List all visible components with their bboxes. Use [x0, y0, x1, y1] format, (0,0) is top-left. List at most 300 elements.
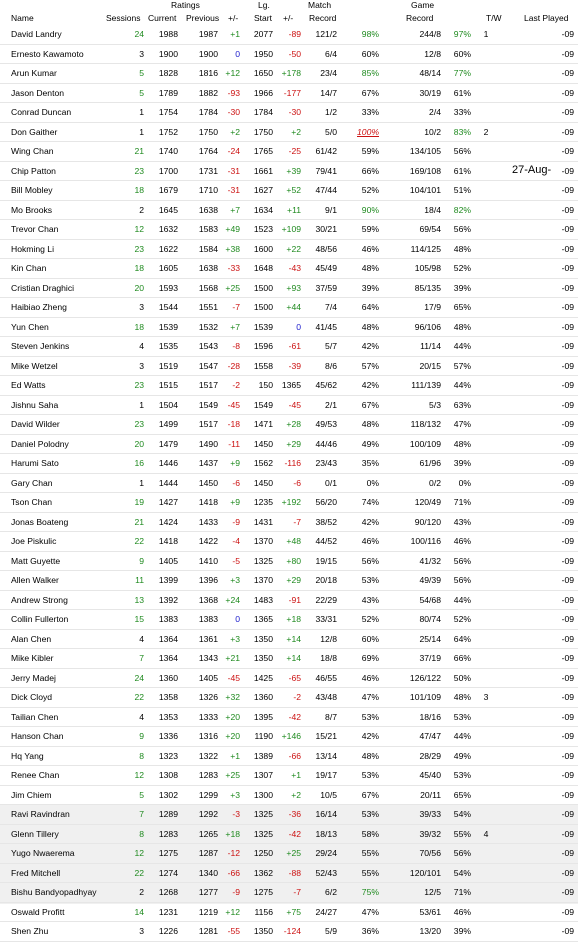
table-cell-current: 1605	[144, 259, 178, 279]
table-cell-game-pct: 55%	[441, 824, 471, 844]
table-cell-diff: +9	[218, 493, 240, 513]
table-cell-tw	[471, 512, 501, 532]
table-cell-last-played: -09	[501, 142, 578, 162]
table-cell-last-played: -09	[501, 83, 578, 103]
table-cell-diff: -4	[218, 532, 240, 552]
table-cell-last-played: -09	[501, 629, 578, 649]
table-cell-previous: 1547	[178, 356, 218, 376]
table-cell-match-pct: 53%	[337, 571, 379, 591]
table-cell-diff: +25	[218, 278, 240, 298]
table-cell-game-pct: 77%	[441, 64, 471, 84]
table-cell-name: Hokming Li	[0, 239, 112, 259]
table-cell-game-pct: 52%	[441, 610, 471, 630]
table-cell-game-pct: 39%	[441, 922, 471, 942]
table-cell-match-record: 19/17	[301, 766, 337, 786]
table-cell-current: 1789	[144, 83, 178, 103]
table-cell-last-played: -09	[501, 25, 578, 44]
table-cell-diff: +3	[218, 629, 240, 649]
col-start-header: Start	[254, 13, 272, 23]
col-current-header: Current	[148, 13, 177, 23]
table-cell-name: Ravi Ravindran	[0, 805, 112, 825]
table-row	[0, 629, 578, 649]
table-cell-previous: 1450	[178, 473, 218, 493]
table-cell-previous: 1583	[178, 220, 218, 240]
table-cell-current: 1752	[144, 122, 178, 142]
table-cell-last-played: -09	[501, 454, 578, 474]
table-cell-tw: 1	[471, 25, 501, 44]
table-row	[0, 668, 578, 688]
table-cell-game-record: 49/39	[379, 571, 441, 591]
table-cell-current: 1446	[144, 454, 178, 474]
table-cell-match-pct: 100%	[337, 122, 379, 142]
table-cell-start: 1389	[240, 746, 273, 766]
table-cell-last-played: -09	[501, 766, 578, 786]
table-cell-previous: 1517	[178, 415, 218, 435]
table-cell-last-played: -09	[501, 532, 578, 552]
table-cell-match-pct: 67%	[337, 395, 379, 415]
table-cell-sessions: 22	[112, 688, 144, 708]
table-cell-diff: +21	[218, 649, 240, 669]
table-cell-last-played: -09	[501, 376, 578, 396]
table-cell-previous: 1265	[178, 824, 218, 844]
table-cell-match-pct: 69%	[337, 649, 379, 669]
table-cell-current: 1645	[144, 200, 178, 220]
table-cell-match-record: 2/1	[301, 395, 337, 415]
table-cell-tw	[471, 551, 501, 571]
table-cell-match-record: 79/41	[301, 161, 337, 181]
table-cell-match-pct: 59%	[337, 220, 379, 240]
table-cell-current: 1754	[144, 103, 178, 123]
table-cell-name: Fred Mitchell	[0, 863, 112, 883]
table-cell-game-pct: 44%	[441, 376, 471, 396]
table-cell-match-record: 23/4	[301, 64, 337, 84]
table-row	[0, 142, 578, 162]
table-cell-current: 1275	[144, 844, 178, 864]
table-row	[0, 824, 578, 844]
table-cell-last-played: -09	[501, 922, 578, 942]
table-cell-last-played: -09	[501, 844, 578, 864]
table-cell-game-pct: 43%	[441, 512, 471, 532]
table-cell-last-played: -09	[501, 44, 578, 64]
table-cell-current: 1622	[144, 239, 178, 259]
table-cell-tw	[471, 727, 501, 747]
table-cell-game-record: 17/9	[379, 298, 441, 318]
table-cell-current: 1424	[144, 512, 178, 532]
table-cell-tw	[471, 883, 501, 903]
table-cell-match-pct: 48%	[337, 746, 379, 766]
table-cell-current: 1499	[144, 415, 178, 435]
table-cell-current: 1593	[144, 278, 178, 298]
table-cell-sessions: 20	[112, 278, 144, 298]
table-cell-current: 1231	[144, 902, 178, 922]
table-cell-match-record: 5/0	[301, 122, 337, 142]
table-cell-last-played: -09	[501, 181, 578, 201]
table-cell-last-played: -09	[501, 434, 578, 454]
table-row	[0, 376, 578, 396]
table-cell-previous: 1287	[178, 844, 218, 864]
col-tw-header: T/W	[486, 13, 502, 23]
table-cell-match-pct: 90%	[337, 200, 379, 220]
table-cell-name: David Landry	[0, 25, 112, 44]
ratings-table	[0, 25, 578, 942]
col-diff-header: +/-	[228, 13, 239, 23]
table-cell-start-diff: +93	[273, 278, 301, 298]
table-cell-current: 1274	[144, 863, 178, 883]
table-cell-current: 1399	[144, 571, 178, 591]
table-cell-tw	[471, 805, 501, 825]
table-cell-start-diff: -36	[273, 805, 301, 825]
table-cell-game-pct: 44%	[441, 727, 471, 747]
table-cell-start: 1450	[240, 434, 273, 454]
table-row	[0, 220, 578, 240]
table-cell-previous: 1764	[178, 142, 218, 162]
table-cell-last-played: -09	[501, 883, 578, 903]
table-cell-previous: 1750	[178, 122, 218, 142]
table-cell-sessions: 9	[112, 727, 144, 747]
table-cell-match-record: 38/52	[301, 512, 337, 532]
table-cell-diff: -2	[218, 376, 240, 396]
table-cell-current: 1519	[144, 356, 178, 376]
table-cell-game-pct: 71%	[441, 883, 471, 903]
table-cell-match-record: 37/59	[301, 278, 337, 298]
table-cell-diff: +24	[218, 590, 240, 610]
table-cell-match-pct: 48%	[337, 259, 379, 279]
table-cell-sessions: 3	[112, 44, 144, 64]
table-cell-tw	[471, 707, 501, 727]
table-cell-game-pct: 53%	[441, 766, 471, 786]
table-cell-name: Andrew Strong	[0, 590, 112, 610]
table-cell-current: 1515	[144, 376, 178, 396]
table-cell-match-pct: 39%	[337, 278, 379, 298]
table-cell-match-pct: 98%	[337, 25, 379, 44]
table-cell-name: Renee Chan	[0, 766, 112, 786]
table-cell-match-record: 16/14	[301, 805, 337, 825]
table-cell-sessions: 21	[112, 512, 144, 532]
table-cell-match-record: 10/5	[301, 785, 337, 805]
table-cell-match-pct: 58%	[337, 824, 379, 844]
table-cell-game-pct: 51%	[441, 181, 471, 201]
table-cell-previous: 1277	[178, 883, 218, 903]
table-cell-game-record: 39/33	[379, 805, 441, 825]
table-cell-name: Cristian Draghici	[0, 278, 112, 298]
table-cell-diff: 0	[218, 610, 240, 630]
table-cell-current: 1283	[144, 824, 178, 844]
table-cell-sessions: 19	[112, 493, 144, 513]
table-cell-game-record: 18/16	[379, 707, 441, 727]
table-cell-name: Harumi Sato	[0, 454, 112, 474]
table-cell-name: Hanson Chan	[0, 727, 112, 747]
table-cell-start: 1350	[240, 922, 273, 942]
table-cell-game-pct: 50%	[441, 668, 471, 688]
col-game-header: Record	[406, 13, 434, 23]
table-cell-last-played: -09	[501, 785, 578, 805]
table-cell-game-record: 2/4	[379, 103, 441, 123]
table-cell-current: 1405	[144, 551, 178, 571]
table-row	[0, 83, 578, 103]
table-cell-start: 1325	[240, 805, 273, 825]
table-cell-tw	[471, 317, 501, 337]
table-row	[0, 590, 578, 610]
table-cell-game-pct: 56%	[441, 142, 471, 162]
table-row	[0, 200, 578, 220]
table-cell-name: Collin Fullerton	[0, 610, 112, 630]
table-cell-start-diff: -7	[273, 512, 301, 532]
table-cell-sessions: 1	[112, 395, 144, 415]
table-cell-sessions: 1	[112, 473, 144, 493]
table-cell-diff: -31	[218, 161, 240, 181]
table-cell-match-pct: 75%	[337, 883, 379, 903]
table-cell-name: Dick Cloyd	[0, 688, 112, 708]
table-cell-current: 1289	[144, 805, 178, 825]
table-cell-last-played: -09	[501, 473, 578, 493]
table-cell-previous: 1551	[178, 298, 218, 318]
table-cell-match-record: 7/4	[301, 298, 337, 318]
table-cell-match-pct: 56%	[337, 551, 379, 571]
table-cell-previous: 1584	[178, 239, 218, 259]
table-cell-name: Trevor Chan	[0, 220, 112, 240]
table-cell-previous: 1283	[178, 766, 218, 786]
table-cell-game-pct: 47%	[441, 415, 471, 435]
table-cell-name: Jason Denton	[0, 83, 112, 103]
table-cell-tw: 2	[471, 122, 501, 142]
table-cell-start: 1350	[240, 649, 273, 669]
table-cell-sessions: 23	[112, 415, 144, 435]
table-cell-name: Jim Chiem	[0, 785, 112, 805]
table-cell-last-played: -09	[501, 337, 578, 357]
table-cell-diff: +20	[218, 707, 240, 727]
table-cell-game-record: 47/47	[379, 727, 441, 747]
table-cell-tw	[471, 473, 501, 493]
table-cell-start-diff: -6	[273, 473, 301, 493]
table-cell-tw: 4	[471, 824, 501, 844]
table-cell-previous: 1333	[178, 707, 218, 727]
table-cell-previous: 1568	[178, 278, 218, 298]
table-cell-start: 1300	[240, 785, 273, 805]
table-row	[0, 610, 578, 630]
table-cell-match-pct: 49%	[337, 434, 379, 454]
table-cell-current: 1392	[144, 590, 178, 610]
table-cell-match-pct: 33%	[337, 103, 379, 123]
table-cell-start-diff: +11	[273, 200, 301, 220]
table-cell-sessions: 4	[112, 629, 144, 649]
table-cell-sessions: 18	[112, 259, 144, 279]
table-cell-previous: 1383	[178, 610, 218, 630]
table-cell-diff: +7	[218, 200, 240, 220]
table-cell-match-record: 6/4	[301, 44, 337, 64]
table-cell-game-record: 53/61	[379, 902, 441, 922]
table-cell-game-pct: 60%	[441, 44, 471, 64]
table-cell-match-record: 15/21	[301, 727, 337, 747]
table-cell-sessions: 7	[112, 805, 144, 825]
table-cell-match-pct: 60%	[337, 629, 379, 649]
table-cell-sessions: 23	[112, 161, 144, 181]
table-cell-sessions: 3	[112, 298, 144, 318]
table-row	[0, 512, 578, 532]
table-cell-start-diff: -42	[273, 824, 301, 844]
table-cell-current: 1504	[144, 395, 178, 415]
table-cell-last-played: -09	[501, 746, 578, 766]
table-cell-previous: 1322	[178, 746, 218, 766]
table-cell-sessions: 4	[112, 337, 144, 357]
table-cell-match-pct: 67%	[337, 785, 379, 805]
table-cell-game-pct: 39%	[441, 278, 471, 298]
table-cell-start: 1325	[240, 824, 273, 844]
table-cell-tw	[471, 746, 501, 766]
table-cell-start-diff: +48	[273, 532, 301, 552]
table-cell-game-record: 39/32	[379, 824, 441, 844]
table-cell-sessions: 14	[112, 902, 144, 922]
table-cell-last-played: -09	[501, 259, 578, 279]
table-cell-game-pct: 82%	[441, 200, 471, 220]
table-row	[0, 883, 578, 903]
table-cell-game-pct: 46%	[441, 532, 471, 552]
table-cell-game-record: 45/40	[379, 766, 441, 786]
table-cell-tw	[471, 863, 501, 883]
table-cell-current: 1353	[144, 707, 178, 727]
table-cell-previous: 1343	[178, 649, 218, 669]
ratings-group-header: Ratings	[171, 0, 200, 10]
table-cell-sessions: 1	[112, 122, 144, 142]
table-cell-name: Kin Chan	[0, 259, 112, 279]
table-cell-tw	[471, 415, 501, 435]
table-cell-sessions: 24	[112, 25, 144, 44]
table-cell-previous: 1543	[178, 337, 218, 357]
table-cell-start-diff: -124	[273, 922, 301, 942]
table-cell-start-diff: +52	[273, 181, 301, 201]
table-cell-start-diff: -43	[273, 259, 301, 279]
table-cell-tw	[471, 161, 501, 181]
table-cell-start: 1431	[240, 512, 273, 532]
table-cell-game-pct: 48%	[441, 688, 471, 708]
table-cell-match-record: 52/43	[301, 863, 337, 883]
table-cell-name: Jerry Madej	[0, 668, 112, 688]
table-cell-last-played: -09	[501, 610, 578, 630]
table-cell-match-pct: 67%	[337, 83, 379, 103]
table-cell-match-record: 56/20	[301, 493, 337, 513]
table-cell-tw	[471, 844, 501, 864]
table-cell-diff: -12	[218, 844, 240, 864]
table-cell-current: 1900	[144, 44, 178, 64]
table-cell-match-record: 45/62	[301, 376, 337, 396]
table-row	[0, 551, 578, 571]
table-cell-start-diff: +44	[273, 298, 301, 318]
table-cell-match-record: 47/44	[301, 181, 337, 201]
table-cell-start-diff: -30	[273, 103, 301, 123]
table-row	[0, 863, 578, 883]
table-cell-start: 1661	[240, 161, 273, 181]
table-row	[0, 395, 578, 415]
table-cell-match-pct: 52%	[337, 610, 379, 630]
table-row	[0, 64, 578, 84]
table-cell-last-played: -09	[501, 902, 578, 922]
table-cell-last-played: -09	[501, 317, 578, 337]
table-row	[0, 454, 578, 474]
table-cell-current: 1988	[144, 25, 178, 44]
table-cell-match-pct: 53%	[337, 805, 379, 825]
table-cell-diff: +12	[218, 902, 240, 922]
table-cell-start: 1650	[240, 64, 273, 84]
table-cell-name: Jonas Boateng	[0, 512, 112, 532]
table-cell-start: 1450	[240, 473, 273, 493]
table-cell-match-pct: 42%	[337, 376, 379, 396]
table-cell-tw	[471, 298, 501, 318]
table-cell-previous: 1418	[178, 493, 218, 513]
table-cell-game-pct: 49%	[441, 746, 471, 766]
table-cell-last-played: -09	[501, 298, 578, 318]
table-cell-sessions: 12	[112, 766, 144, 786]
table-cell-start: 1365	[240, 610, 273, 630]
table-row	[0, 688, 578, 708]
table-cell-sessions: 11	[112, 571, 144, 591]
table-cell-previous: 1396	[178, 571, 218, 591]
table-cell-diff: -33	[218, 259, 240, 279]
table-cell-match-record: 18/8	[301, 649, 337, 669]
table-cell-diff: -55	[218, 922, 240, 942]
table-cell-diff: -66	[218, 863, 240, 883]
table-cell-game-record: 90/120	[379, 512, 441, 532]
table-cell-game-pct: 61%	[441, 83, 471, 103]
table-cell-game-pct: 33%	[441, 103, 471, 123]
table-row	[0, 902, 578, 922]
table-cell-match-pct: 43%	[337, 590, 379, 610]
table-cell-name: Tson Chan	[0, 493, 112, 513]
table-cell-start: 1275	[240, 883, 273, 903]
table-row	[0, 239, 578, 259]
table-cell-sessions: 12	[112, 844, 144, 864]
table-cell-last-played: -09	[501, 220, 578, 240]
table-cell-start-diff: -61	[273, 337, 301, 357]
table-cell-diff: +12	[218, 64, 240, 84]
match-group-header: Match	[308, 0, 332, 10]
table-cell-start-diff: -50	[273, 44, 301, 64]
table-cell-start: 1325	[240, 551, 273, 571]
col-start-diff-header: +/-	[283, 13, 294, 23]
table-cell-game-record: 54/68	[379, 590, 441, 610]
table-cell-game-pct: 48%	[441, 434, 471, 454]
table-cell-start: 1950	[240, 44, 273, 64]
table-row	[0, 571, 578, 591]
table-cell-sessions: 7	[112, 649, 144, 669]
table-cell-tw	[471, 590, 501, 610]
table-cell-game-pct: 71%	[441, 493, 471, 513]
table-cell-tw	[471, 200, 501, 220]
table-cell-previous: 1731	[178, 161, 218, 181]
table-cell-current: 1336	[144, 727, 178, 747]
table-cell-last-played: -09	[501, 64, 578, 84]
table-cell-start: 1627	[240, 181, 273, 201]
table-cell-previous: 1490	[178, 434, 218, 454]
table-cell-match-pct: 42%	[337, 727, 379, 747]
table-cell-start: 1750	[240, 122, 273, 142]
table-cell-sessions: 2	[112, 883, 144, 903]
table-cell-sessions: 2	[112, 200, 144, 220]
table-cell-current: 1700	[144, 161, 178, 181]
table-cell-previous: 1340	[178, 863, 218, 883]
table-cell-name: Ernesto Kawamoto	[0, 44, 112, 64]
table-cell-start-diff: -116	[273, 454, 301, 474]
table-cell-start: 1395	[240, 707, 273, 727]
table-cell-diff: +2	[218, 122, 240, 142]
table-cell-sessions: 5	[112, 64, 144, 84]
table-cell-start-diff: +75	[273, 902, 301, 922]
table-cell-previous: 1517	[178, 376, 218, 396]
table-cell-game-pct: 61%	[441, 161, 471, 181]
table-row	[0, 844, 578, 864]
table-row	[0, 103, 578, 123]
table-cell-game-record: 5/3	[379, 395, 441, 415]
table-cell-start-diff: +14	[273, 629, 301, 649]
table-cell-start: 1483	[240, 590, 273, 610]
